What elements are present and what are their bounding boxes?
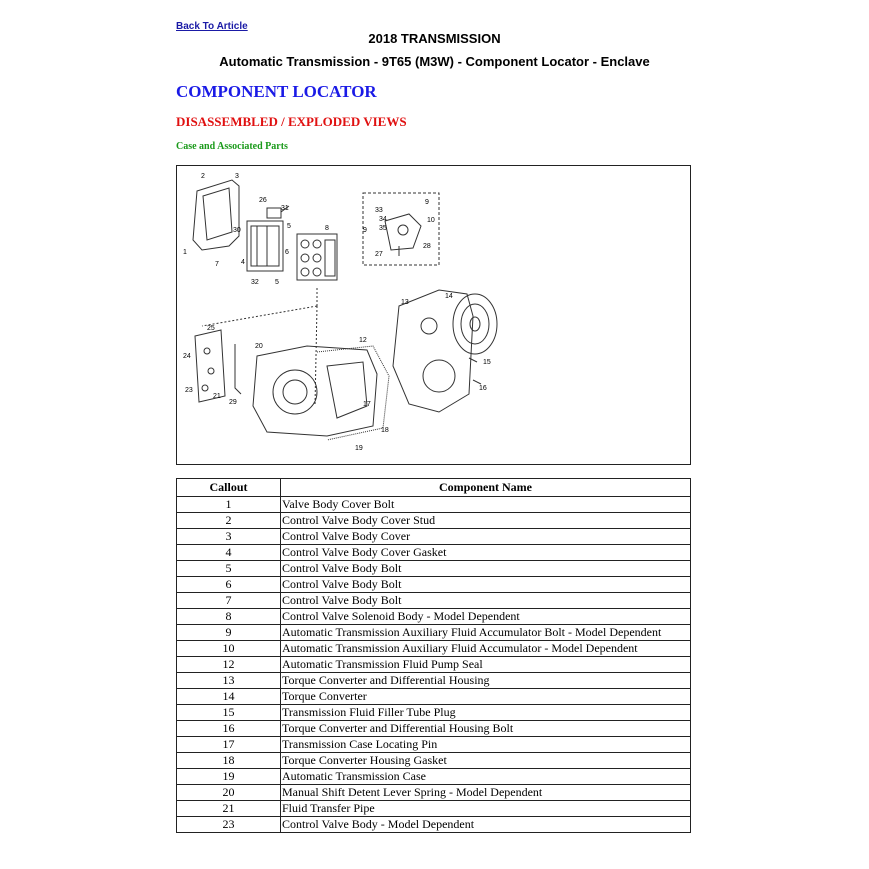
callout-cell: 13 — [177, 673, 281, 689]
component-name-cell: Control Valve Body Bolt — [281, 561, 691, 577]
table-row — [177, 529, 691, 545]
page-title: 2018 TRANSMISSION — [368, 31, 501, 46]
svg-text:10: 10 — [427, 217, 435, 224]
svg-text:35: 35 — [379, 225, 387, 232]
control-valve-body — [247, 221, 283, 271]
svg-text:34: 34 — [379, 216, 387, 223]
svg-text:9: 9 — [363, 227, 367, 234]
table-row — [177, 513, 691, 529]
component-name-cell: Control Valve Body Bolt — [281, 577, 691, 593]
svg-text:6: 6 — [285, 249, 289, 256]
converter-housing — [393, 290, 473, 412]
svg-text:25: 25 — [207, 325, 215, 332]
component-name-cell: Transmission Fluid Filler Tube Plug — [281, 705, 691, 721]
table-row — [177, 593, 691, 609]
back-to-article-link[interactable]: Back To Article — [176, 21, 248, 32]
component-name-cell: Torque Converter — [281, 689, 691, 705]
component-name-cell: Control Valve Body Bolt — [281, 593, 691, 609]
svg-text:7: 7 — [215, 261, 219, 268]
valve-body-cover — [193, 180, 239, 250]
table-row — [177, 737, 691, 753]
svg-text:24: 24 — [183, 353, 191, 360]
svg-text:17: 17 — [363, 401, 371, 408]
table-row — [177, 609, 691, 625]
housing-gasket — [317, 346, 389, 440]
svg-text:2: 2 — [201, 173, 205, 180]
callout-cell: 2 — [177, 513, 281, 529]
component-name-cell: Control Valve Body - Model Dependent — [281, 817, 691, 833]
callout-cell: 7 — [177, 593, 281, 609]
callout-header: Callout — [177, 479, 281, 497]
svg-text:5: 5 — [275, 279, 279, 286]
svg-text:8: 8 — [325, 225, 329, 232]
table-row — [177, 689, 691, 705]
svg-text:3: 3 — [235, 173, 239, 180]
callout-cell: 17 — [177, 737, 281, 753]
component-name-cell: Automatic Transmission Auxiliary Fluid Accumulator Bolt - Model Dependent — [281, 625, 691, 641]
svg-text:23: 23 — [185, 387, 193, 394]
table-row — [177, 769, 691, 785]
component-name-cell: Control Valve Body Cover — [281, 529, 691, 545]
svg-text:26: 26 — [259, 197, 267, 204]
table-row — [177, 561, 691, 577]
callout-cell: 15 — [177, 705, 281, 721]
callout-cell: 8 — [177, 609, 281, 625]
svg-text:20: 20 — [255, 343, 263, 350]
callout-cell: 5 — [177, 561, 281, 577]
callout-cell: 4 — [177, 545, 281, 561]
component-name-cell: Torque Converter Housing Gasket — [281, 753, 691, 769]
svg-text:12: 12 — [359, 337, 367, 344]
components-table — [176, 478, 691, 833]
svg-text:14: 14 — [445, 293, 453, 300]
table-row — [177, 673, 691, 689]
svg-text:21: 21 — [213, 393, 221, 400]
svg-text:18: 18 — [381, 427, 389, 434]
callout-cell: 14 — [177, 689, 281, 705]
svg-text:28: 28 — [423, 243, 431, 250]
valve-body-plate — [195, 330, 225, 402]
svg-text:5: 5 — [287, 223, 291, 230]
svg-text:19: 19 — [355, 445, 363, 452]
component-name-cell: Control Valve Solenoid Body - Model Dependent — [281, 609, 691, 625]
component-name-cell: Transmission Case Locating Pin — [281, 737, 691, 753]
component-name-cell: Torque Converter and Differential Housing Bolt — [281, 721, 691, 737]
svg-text:13: 13 — [401, 299, 409, 306]
component-name-cell: Automatic Transmission Case — [281, 769, 691, 785]
fluid-transfer-pipe — [235, 344, 241, 394]
section-heading: COMPONENT LOCATOR — [176, 82, 377, 101]
svg-text:4: 4 — [241, 259, 245, 266]
callout-cell: 9 — [177, 625, 281, 641]
callout-cell: 6 — [177, 577, 281, 593]
component-name-cell: Automatic Transmission Auxiliary Fluid Accumulator - Model Dependent — [281, 641, 691, 657]
svg-text:33: 33 — [375, 207, 383, 214]
svg-text:27: 27 — [375, 251, 383, 258]
component-name-cell: Control Valve Body Cover Stud — [281, 513, 691, 529]
callout-cell: 20 — [177, 785, 281, 801]
table-row — [177, 625, 691, 641]
callout-cell: 16 — [177, 721, 281, 737]
callout-cell: 21 — [177, 801, 281, 817]
table-row — [177, 705, 691, 721]
table-row — [177, 545, 691, 561]
svg-text:15: 15 — [483, 359, 491, 366]
component-name-cell: Control Valve Body Cover Gasket — [281, 545, 691, 561]
table-row — [177, 785, 691, 801]
table-row — [177, 577, 691, 593]
table-row — [177, 657, 691, 673]
svg-text:1: 1 — [183, 249, 187, 256]
component-name-cell: Valve Body Cover Bolt — [281, 497, 691, 513]
page-subtitle: Automatic Transmission - 9T65 (M3W) - Component Locator - Enclave — [219, 54, 650, 69]
torque-converter — [453, 294, 497, 354]
svg-text:32: 32 — [251, 279, 259, 286]
svg-text:16: 16 — [479, 385, 487, 392]
callout-cell: 18 — [177, 753, 281, 769]
callout-cell: 12 — [177, 657, 281, 673]
component-name-cell: Torque Converter and Differential Housing — [281, 673, 691, 689]
callout-cell: 3 — [177, 529, 281, 545]
component-name-cell: Fluid Transfer Pipe — [281, 801, 691, 817]
table-row — [177, 641, 691, 657]
solenoid-body — [297, 234, 337, 280]
table-row — [177, 497, 691, 513]
component-name-header: Component Name — [281, 479, 691, 497]
table-header-row — [177, 479, 691, 497]
component-name-cell: Automatic Transmission Fluid Pump Seal — [281, 657, 691, 673]
table-row — [177, 817, 691, 833]
callout-cell: 23 — [177, 817, 281, 833]
group-heading: Case and Associated Parts — [176, 141, 288, 152]
section-subheading: DISASSEMBLED / EXPLODED VIEWS — [176, 114, 407, 129]
table-row — [177, 721, 691, 737]
exploded-view-diagram — [176, 165, 691, 465]
table-row — [177, 801, 691, 817]
svg-text:30: 30 — [233, 227, 241, 234]
svg-text:9: 9 — [425, 199, 429, 206]
component-name-cell: Manual Shift Detent Lever Spring - Model Dependent — [281, 785, 691, 801]
callout-cell: 19 — [177, 769, 281, 785]
callout-cell: 10 — [177, 641, 281, 657]
svg-text:29: 29 — [229, 399, 237, 406]
svg-text:31: 31 — [281, 205, 289, 212]
table-row — [177, 753, 691, 769]
callout-cell: 1 — [177, 497, 281, 513]
